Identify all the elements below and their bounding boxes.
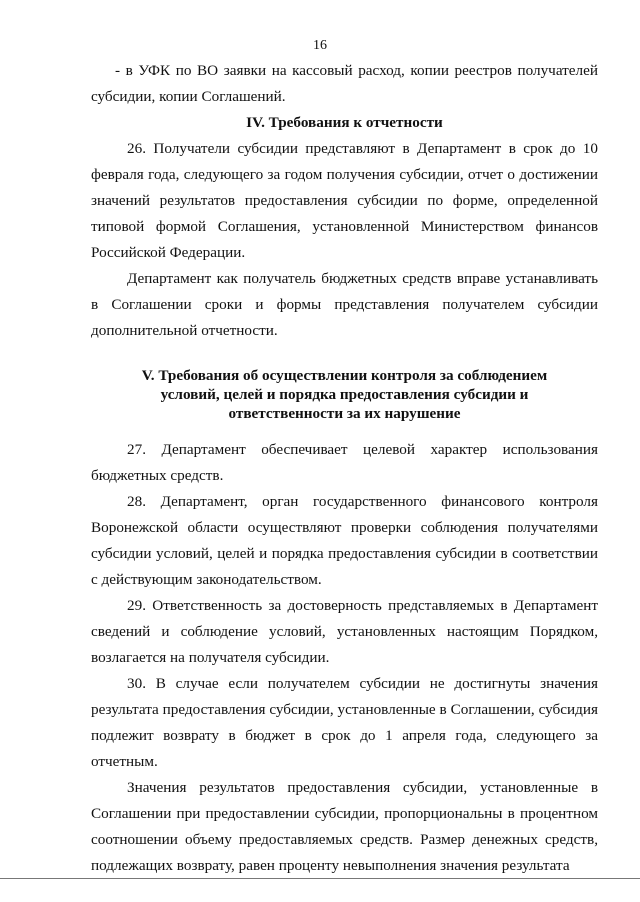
section-5-heading (91, 366, 598, 423)
section-5-heading-line: V. Требования об осуществлении контроля за соблюдением (141, 367, 548, 384)
paragraph-28: 28. Департамент, орган государственного финансового контроля Воронежской области осуществляют проверки соблюдения получателями субсидии условий, целей и порядка предоставления субсидии в соответствии с действующим законодательством. (91, 493, 598, 588)
page-number: 16 (313, 38, 327, 53)
paragraph-30: 30. В случае если получателем субсидии не достигнуты значения результата предоставления субсидии, установленные в Соглашении, субсидия подлежит возврату в бюджет в срок до 1 апреля года, следующего за отчетным. (91, 675, 598, 770)
paragraph-result-values: Значения результатов предоставления субсидии, установленные в Соглашении при предоставлении субсидии, пропорциональны в процентном соотношении объему предоставляемых средств. Размер денежных средств, подлежащих возврату, равен проценту невыполнения значения результата (91, 779, 598, 874)
paragraph-department-reporting: Департамент как получатель бюджетных средств вправе устанавливать в Соглашении сроки и формы представления получателем субсидии дополнительной отчетности. (91, 270, 598, 339)
section-4-heading: IV. Требования к отчетности (246, 114, 443, 131)
document-body (91, 58, 598, 879)
paragraph-29: 29. Ответственность за достоверность представляемых в Департамент сведений и соблюдение условий, установленных настоящим Порядком, возлагается на получателя субсидии. (91, 597, 598, 666)
intro-list-item: - в УФК по ВО заявки на кассовый расход, копии реестров получателей субсидии, копии Соглашений. (91, 62, 598, 105)
section-5-heading-line: условий, целей и порядка предоставления субсидии и (160, 386, 529, 403)
paragraph-26: 26. Получатели субсидии представляют в Департамент в срок до 10 февраля года, следующего за годом получения субсидии, отчет о достижении значений результатов предоставления субсидии по форме, определенной типовой формой Соглашения, установленной Министерством финансов Российской Федерации. (91, 140, 598, 261)
paragraph-27: 27. Департамент обеспечивает целевой характер использования бюджетных средств. (91, 441, 598, 484)
section-5-heading-line: ответственности за их нарушение (228, 405, 461, 422)
page-bottom-border (0, 878, 640, 879)
